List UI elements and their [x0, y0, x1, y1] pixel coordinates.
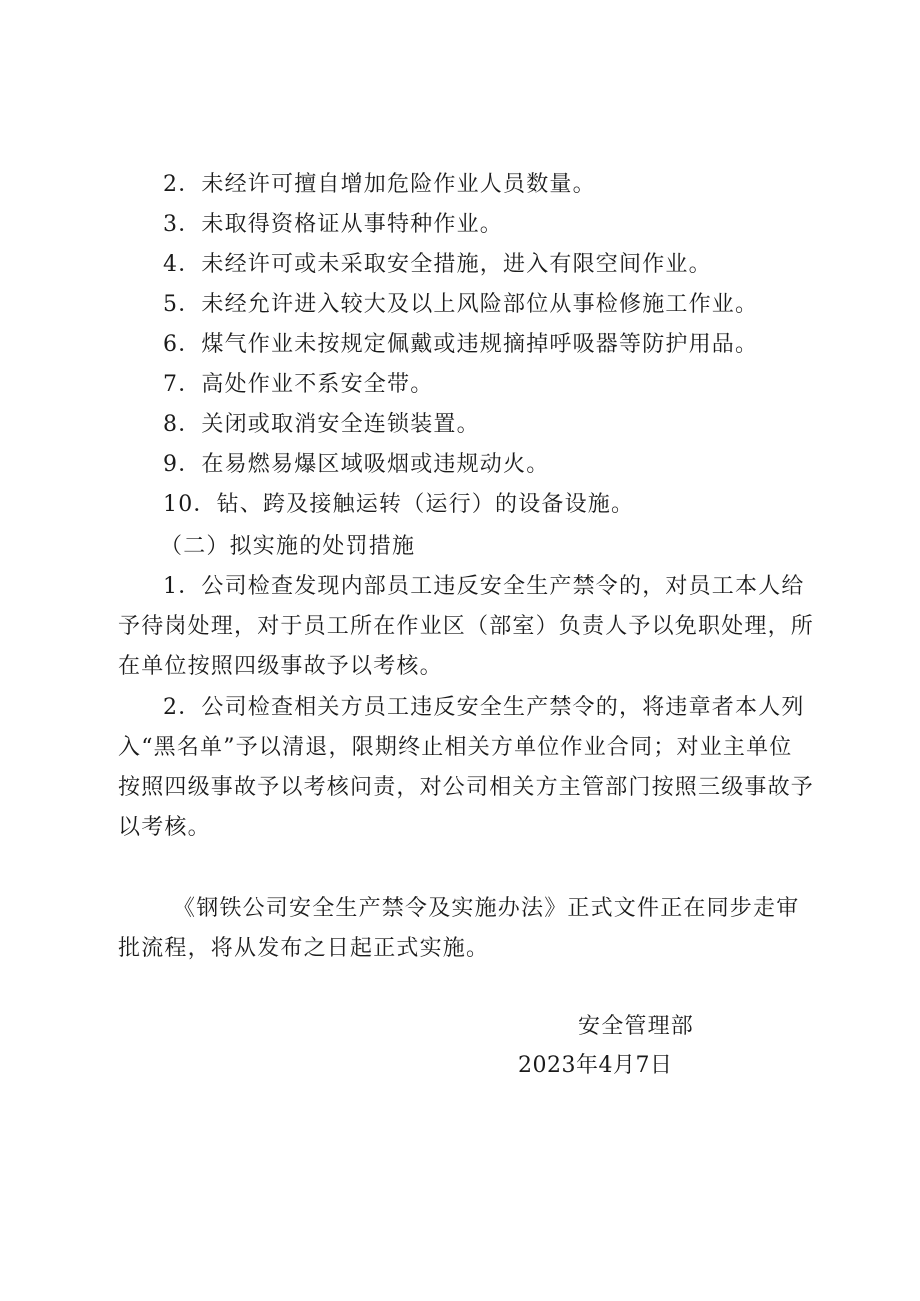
violation-item-9: 9．在易燃易爆区域吸烟或违规动火。 — [163, 452, 550, 477]
measure-1-line-3: 在单位按照四级事故予以考核。 — [118, 654, 443, 679]
signature-department: 安全管理部 — [578, 1014, 695, 1039]
measure-1-line-2: 予待岗处理，对于员工所在作业区（部室）负责人予以免职处理，所 — [118, 614, 815, 639]
violation-item-7: 7．高处作业不系安全带。 — [163, 372, 434, 397]
notice-line-2: 批流程，将从发布之日起正式实施。 — [118, 936, 490, 961]
measure-2-line-1: 2．公司检查相关方员工违反安全生产禁令的，将违章者本人列 — [163, 695, 805, 720]
measure-1-line-1: 1．公司检查发现内部员工违反安全生产禁令的，对员工本人给 — [163, 574, 805, 599]
violation-item-10: 10．钻、跨及接触运转（运行）的设备设施。 — [163, 492, 635, 517]
measure-2-line-3: 按照四级事故予以考核问责，对公司相关方主管部门按照三级事故予 — [118, 775, 815, 800]
violation-item-3: 3．未取得资格证从事特种作业。 — [163, 212, 503, 237]
section-heading: （二）拟实施的处罚措施 — [160, 534, 416, 559]
measure-2-line-4: 以考核。 — [118, 815, 211, 840]
violation-item-4: 4．未经许可或未采取安全措施，进入有限空间作业。 — [163, 252, 712, 277]
notice-line-1: 《钢铁公司安全生产禁令及实施办法》正式文件正在同步走审 — [173, 896, 800, 921]
violation-item-6: 6．煤气作业未按规定佩戴或违规摘掉呼吸器等防护用品。 — [163, 332, 759, 357]
signature-date: 2023年4月7日 — [518, 1053, 673, 1078]
measure-2-line-2: 入“黑名单”予以清退，限期终止相关方单位作业合同；对业主单位 — [118, 735, 793, 760]
violation-item-2: 2．未经许可擅自增加危险作业人员数量。 — [163, 172, 596, 197]
violation-item-5: 5．未经允许进入较大及以上风险部位从事检修施工作业。 — [163, 292, 759, 317]
violation-item-8: 8．关闭或取消安全连锁装置。 — [163, 412, 480, 437]
